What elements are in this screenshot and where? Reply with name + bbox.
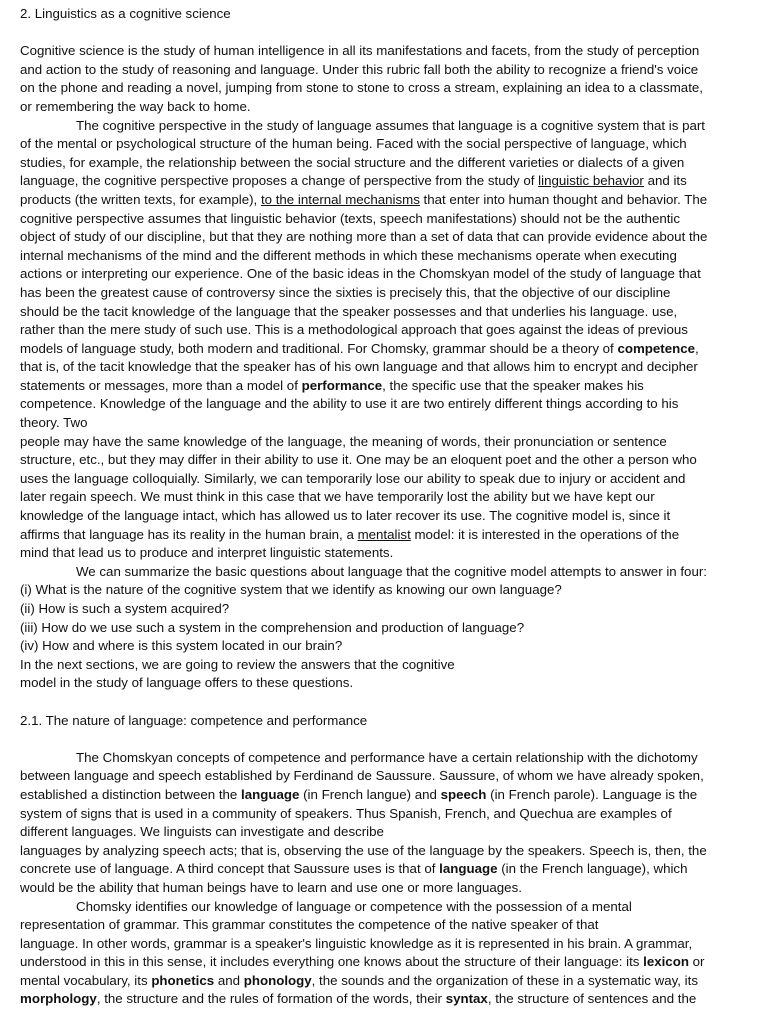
text-line: between language and speech established by Ferdinand de Saussure. Saussure, of whom we have already spoken, — [20, 768, 704, 784]
text-line: model in the study of language offers to these questions. — [20, 675, 354, 691]
text-run: statements or messages, more than a model of — [20, 377, 298, 393]
term-competence: competence — [617, 340, 696, 356]
term-performance: performance — [301, 377, 383, 393]
text-line: different languages. We linguists can investigate and describe — [20, 824, 384, 840]
text-line: has been the greatest cause of controversy since the sixties is precisely this, that the objective of our discipline — [20, 284, 671, 300]
section-heading-2-1: 2.1. The nature of language: competence and performance — [20, 712, 368, 728]
text-line: The cognitive perspective in the study of language assumes that language is a cognitive system that is part — [76, 117, 706, 133]
text-line — [20, 526, 747, 545]
text-run: , — [695, 340, 699, 356]
term-syntax: syntax — [445, 991, 488, 1007]
text-line — [20, 953, 747, 972]
term-phonetics: phonetics — [151, 972, 215, 988]
text-line: object of study of our discipline, but that they are nothing more than a set of data that can provide evidence about the — [20, 229, 708, 245]
text-line — [20, 990, 747, 1009]
text-run: established a distinction between the — [20, 786, 238, 802]
text-run: that enter into human thought and behavior. The — [423, 191, 708, 207]
text-line: language. In other words, grammar is a speaker's linguistic knowledge as it is represented in his brain. A grammar, — [20, 935, 693, 951]
text-line: that is, of the tacit knowledge that the speaker has of his own language and that allows him to encrypt and decipher — [20, 359, 698, 375]
text-line: system of signs that is used in a community of speakers. Thus Spanish, French, and Quechua are examples of — [20, 805, 672, 821]
text-line: actions or interpreting our experience. One of the basic ideas in the Chomskyan model of the study of language that — [20, 266, 701, 282]
text-run: model: it is interested in the operations of the — [414, 526, 680, 542]
text-line: on the phone and reading a novel, jumping from stone to stone to cross a stream, explaining an idea to a classmate, — [20, 80, 703, 96]
text-run: , the sounds and the organization of these in a systematic way, its — [311, 972, 698, 988]
text-line: knowledge of the language intact, which has allowed us to later recover its use. The cognitive model is, since it — [20, 508, 671, 524]
text-run: products (the written texts, for example), — [20, 191, 258, 207]
link-internal-mechanisms[interactable]: to the internal mechanisms — [260, 191, 420, 207]
text-run: models of language study, both modern and traditional. For Chomsky, grammar should be a theory of — [20, 340, 614, 356]
text-line — [20, 786, 747, 805]
text-line: of the mental or psychological structure of the human being. Faced with the social perspective of language, which — [20, 136, 687, 152]
paragraph-cognitive-science — [20, 42, 747, 116]
term-speech: speech — [440, 786, 487, 802]
text-line: In the next sections, we are going to review the answers that the cognitive — [20, 656, 455, 672]
link-mentalist[interactable]: mentalist — [357, 526, 411, 542]
text-line: languages by analyzing speech acts; that is, observing the use of the language by the speakers. Speech is, then, the — [20, 842, 707, 858]
text-run: and its — [647, 173, 687, 189]
text-line — [20, 191, 747, 210]
text-line: representation of grammar. This grammar constitutes the competence of the native speaker of that — [20, 917, 599, 933]
text-line: The Chomskyan concepts of competence and performance have a certain relationship with the dichotomy — [76, 749, 698, 765]
text-run: understood in this in this sense, it includes everything one knows about the structure of their language: its — [20, 954, 640, 970]
text-line: later regain speech. We must think in this case that we have temporarily lost the ability but we have kept our — [20, 489, 655, 505]
text-line: and action to the study of reasoning and language. Under this rubric fall both the ability to recognize a friend's voice — [20, 61, 699, 77]
text-run: (in French langue) and — [303, 786, 437, 802]
text-line — [20, 377, 747, 396]
blank-line — [20, 730, 747, 749]
section-heading-2: 2. Linguistics as a cognitive science — [20, 6, 231, 21]
paragraph-basic-questions — [20, 563, 747, 693]
text-line — [20, 340, 747, 359]
text-line: competence. Knowledge of the language and the ability to use it are two entirely different things according to his — [20, 396, 679, 412]
text-run: mental vocabulary, its — [20, 972, 148, 988]
text-line: structure, etc., but they may differ in their ability to use it. One may be an eloquent poet and the other a person who — [20, 452, 697, 468]
text-line — [20, 860, 747, 879]
text-line: or remembering the way back to home. — [20, 98, 251, 114]
text-line: would be the ability that human beings have to learn and use one or more languages. — [20, 879, 522, 895]
text-line: uses the language colloquially. Similarly, we can temporarily lose our ability to speak due to injury or accident and — [20, 470, 686, 486]
text-run: (in the French language), which — [501, 861, 688, 877]
text-run: or — [692, 954, 705, 970]
text-run: affirms that language has its reality in the human brain, a — [20, 526, 354, 542]
paragraph-chomsky-grammar — [20, 898, 747, 1010]
term-lexicon: lexicon — [643, 954, 689, 970]
list-item-question: (iii) How do we use such a system in the comprehension and production of language? — [20, 619, 525, 635]
term-language: language — [241, 786, 300, 802]
text-run: , the structure of sentences and the — [487, 991, 697, 1007]
text-run: concrete use of language. A third concept that Saussure uses is that of — [20, 861, 436, 877]
text-line: people may have the same knowledge of the language, the meaning of words, their pronunciation or sentence — [20, 433, 667, 449]
link-linguistic-behavior[interactable]: linguistic behavior — [538, 173, 644, 189]
text-line: Cognitive science is the study of human intelligence in all its manifestations and facets, from the study of perception — [20, 43, 700, 59]
text-run: , the structure and the rules of formation of the words, their — [96, 991, 442, 1007]
list-item-question: (ii) How is such a system acquired? — [20, 601, 230, 616]
term-language-faculty: language — [439, 861, 498, 877]
blank-line — [20, 693, 747, 712]
paragraph-cognitive-perspective — [20, 117, 747, 563]
text-run: , the specific use that the speaker makes his — [382, 377, 644, 393]
term-morphology: morphology — [20, 991, 97, 1007]
list-item-question: (iv) How and where is this system located in our brain? — [20, 638, 343, 654]
text-line: rather than the mere study of such use. This is a methodological approach that goes against the ideas of previous — [20, 322, 688, 338]
blank-line — [20, 24, 747, 43]
list-item-question: (i) What is the nature of the cognitive system that we identify as knowing our own language? — [20, 582, 562, 598]
paragraph-saussure — [20, 749, 747, 898]
text-run: (in French parole). Language is the — [490, 786, 698, 802]
text-line: cognitive perspective assumes that linguistic behavior (texts, speech manifestations) should not be the authentic — [20, 210, 681, 226]
text-line — [20, 172, 747, 191]
text-run: and — [217, 972, 240, 988]
text-line: should be the tacit knowledge of the language that the speaker possesses and that underlies his language. use, — [20, 303, 678, 319]
term-phonology: phonology — [243, 972, 312, 988]
text-line: studies, for example, the relationship between the social structure and the different varieties or dialects of a given — [20, 154, 685, 170]
text-line: mind that lead us to produce and interpret linguistic statements. — [20, 545, 394, 561]
text-line: theory. Two — [20, 415, 88, 431]
text-line: internal mechanisms of the mind and the different methods in which these mechanisms operate when executing — [20, 247, 677, 263]
text-line: We can summarize the basic questions about language that the cognitive model attempts to answer in four: — [76, 563, 707, 579]
text-run: language, the cognitive perspective proposes a change of perspective from the study of — [20, 173, 535, 189]
text-line: Chomsky identifies our knowledge of language or competence with the possession of a mental — [76, 898, 632, 914]
text-line — [20, 972, 747, 991]
